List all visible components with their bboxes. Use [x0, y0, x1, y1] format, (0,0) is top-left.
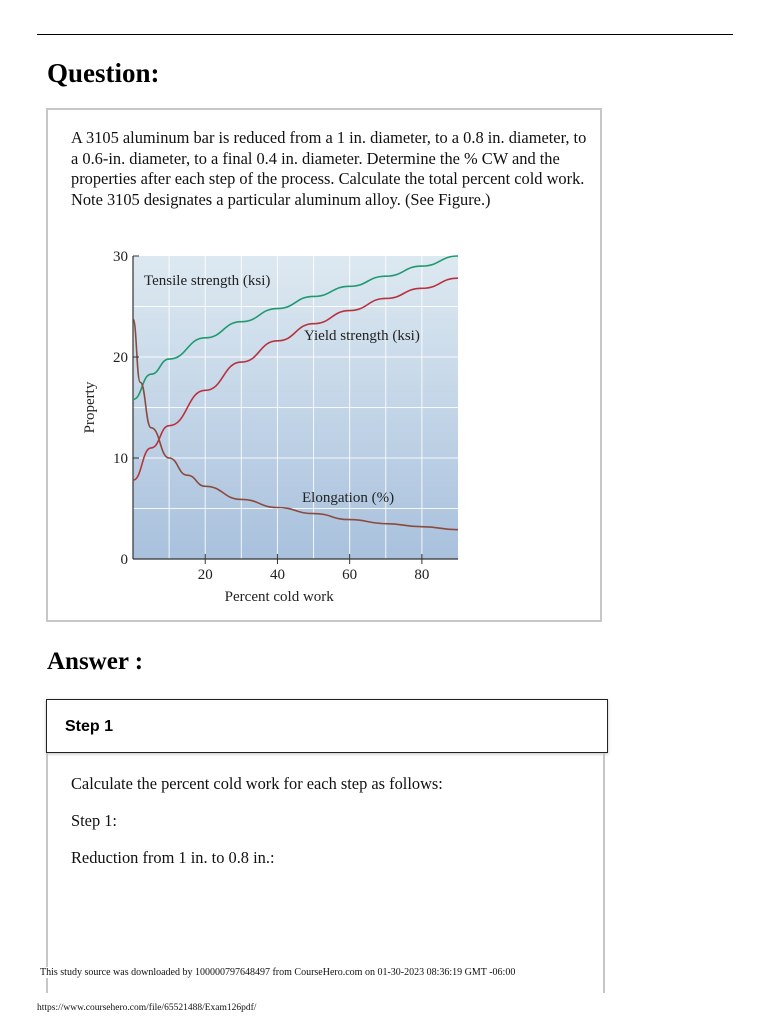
step-subheading: Step 1:	[71, 811, 117, 830]
question-box	[46, 108, 602, 622]
y-tick-label: 0	[120, 552, 128, 568]
top-rule	[37, 34, 733, 35]
yield-strength-label: Yield strength (ksi)	[304, 328, 420, 344]
tensile-strength-label: Tensile strength (ksi)	[144, 273, 271, 289]
x-tick-label: 60	[342, 567, 358, 583]
step-body	[46, 753, 605, 993]
footer-url: https://www.coursehero.com/file/65521488/Exam126pdf/	[37, 1003, 257, 1013]
step-title: Step 1	[65, 718, 114, 735]
property-vs-cold-work-chart	[68, 240, 468, 610]
question-text: A 3105 aluminum bar is reduced from a 1 in. diameter, to a 0.8 in. diameter, to a 0.6-in. diameter, to a final 0.4 in. diameter. Determine the % CW and the properties after each step of the process. Calculate the total percent cold work. Note 3105 designates a particular aluminum alloy. (See Figure.)	[71, 128, 587, 209]
x-tick-label: 80	[414, 567, 430, 583]
elongation-label: Elongation (%)	[302, 490, 395, 506]
y-tick-label: 30	[113, 249, 128, 265]
step-instruction: Calculate the percent cold work for each step as follows:	[71, 774, 443, 793]
download-notice: This study source was downloaded by 100000797648497 from CourseHero.com on 01-30-2023 08:36:19 GMT -06:00	[40, 967, 516, 978]
question-heading: Question:	[47, 58, 160, 88]
x-tick-label: 20	[197, 567, 213, 583]
step-header	[46, 699, 608, 753]
y-tick-label: 20	[113, 350, 128, 366]
y-tick-label: 10	[113, 451, 128, 467]
y-axis-label: Property	[82, 381, 98, 434]
x-axis-label: Percent cold work	[224, 589, 334, 605]
answer-heading: Answer :	[47, 648, 144, 675]
step-reduction-text: Reduction from 1 in. to 0.8 in.:	[71, 848, 275, 867]
x-tick-label: 40	[269, 567, 285, 583]
